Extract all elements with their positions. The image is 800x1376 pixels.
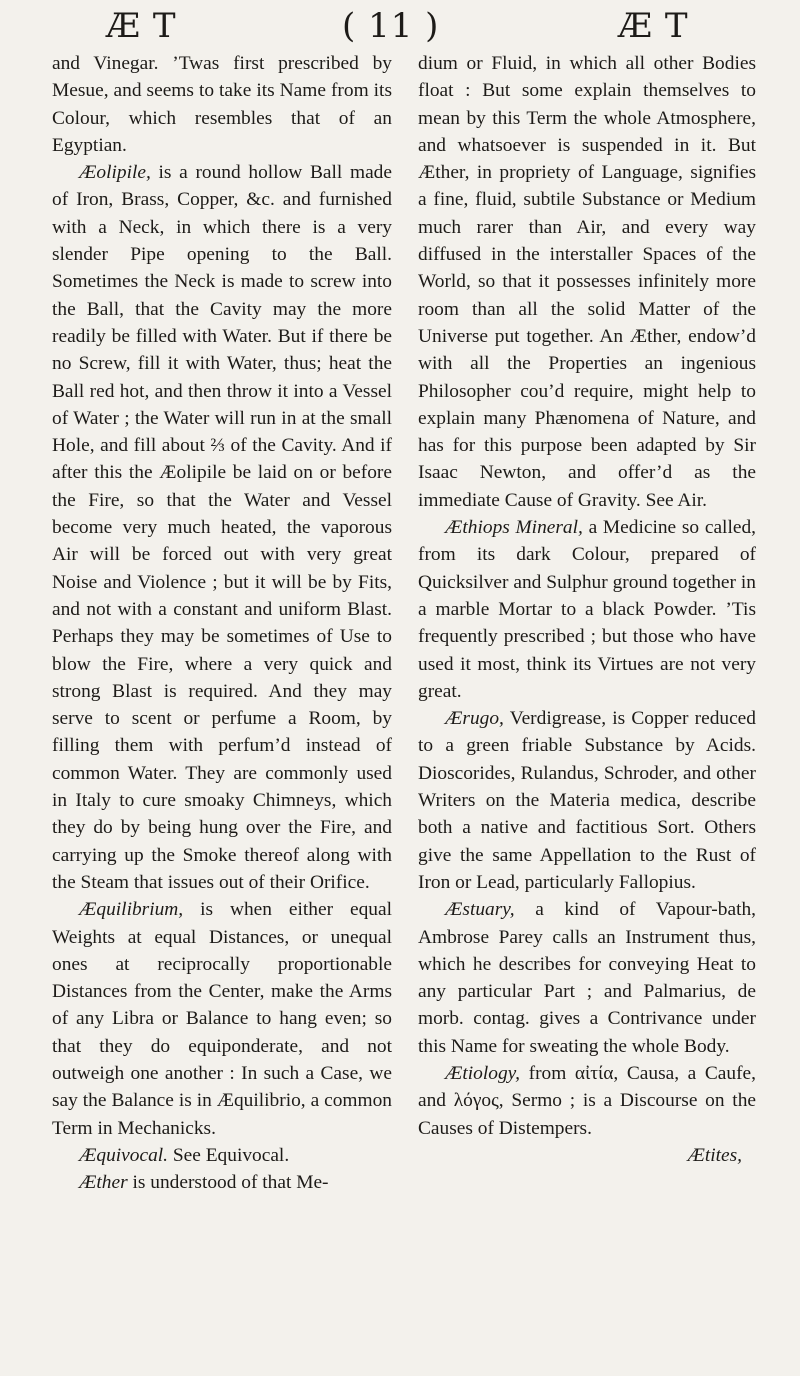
entry-body: See Equivocal. [168, 1144, 290, 1166]
page-number: ( 11 ) [342, 6, 440, 46]
header-left: Æ T [106, 6, 177, 46]
entry-term: Æolipile, [79, 162, 151, 184]
entry-term: Æther [79, 1172, 128, 1194]
entry-term: Æquilibrium, [79, 899, 184, 921]
header-right: Æ T [618, 6, 689, 46]
entry-continuation: dium or Fluid, in which all other Bodies float : But some explain themselves to mean by this Term the whole Atmosphere, and whatsoever is suspended in it. But Æther, in propriety of Language, signifies a fine, fluid, subtile Substance or Medium much rarer than Air, and every way diffused in the interstaller Spaces of the World, so that it possesses infinitely more room than all the solid Matter of the Universe put together. An Æther, endow’d with all the Properties an ingenious Philosopher cou’d require, might help to explain many Phænomena of Nature, and has for this purpose been adapted by Sir Isaac Newton, and offer’d as the immediate Cause of Gravity. See Air. [418, 53, 756, 511]
running-header [40, 6, 780, 50]
entry-aethiops [418, 514, 756, 705]
entry-body: is a round hollow Ball made of Iron, Brass, Copper, &c. and furnished with a Neck, in which there is a very slender Pipe opening to the Ball. Sometimes the Neck is made to screw into the Ball, that the Cavity may the more readily be filled with Water. But if there be no Screw, fill it with Water, thus; heat the Ball red hot, and then throw it into a Vessel of Water ; the Water will run in at the small Hole, and fill about ⅔ of the Cavity. And if after this the Æolipile be laid on or before the Fire, so that the Water and Vessel become very much heated, the vaporous Air will be forced out with very great Noise and Violence ; but it will be by Fits, and not with a constant and uniform Blast. Perhaps they may be sometimes of Use to blow the Fire, where a very quick and strong Blast is required. And they may serve to scent or perfume a Room, by filling them with perfum’d instead of common Water. They are commonly used in Italy to cure smoaky Chimneys, which they do by being hung over the Fire, and carrying up the Smoke thereof along with the Steam that issues out of their Orifice. [52, 162, 392, 893]
entry-aerugo [418, 705, 756, 896]
entry-term: Æstuary, [445, 899, 515, 921]
catchword: Ætites, [687, 1144, 742, 1166]
right-column [418, 50, 756, 1169]
entry-aestuary [418, 896, 756, 1060]
entry-term: Ætiology, [445, 1062, 521, 1084]
entry-body: a Medicine so called, from its dark Colour, prepared of Quicksilver and Sulphur ground together in a marble Mortar to a black Powder. ’Tis frequently prescribed ; but those who have used it most, think its Virtues are not very great. [418, 517, 756, 702]
entry-body: from αἰτία, Causa, a Caufe, and λόγος, Sermo ; is a Discourse on the Causes of Distempers. [418, 1062, 756, 1139]
entry-body: Verdigrease, is Copper reduced to a green friable Substance by Acids. Dioscorides, Rulandus, Schroder, and other Writers on the Materia medica, describe both a native and factitious Sort. Others give the same Appellation to the Rust of Iron or Lead, particularly Fallopius. [418, 708, 756, 893]
left-column [52, 50, 392, 1196]
entry-continuation: and Vinegar. ’Twas first prescribed by Mesue, and seems to take its Name from its Colour, which resembles that of an Egyptian. [52, 53, 392, 156]
entry-term: Æquivocal. [79, 1144, 169, 1166]
entry-term: Æthiops Mineral, [445, 517, 583, 539]
entry-body: is understood of that Me- [127, 1172, 329, 1194]
entry-aeolipile [52, 159, 392, 896]
entry-body: is when either equal Weights at equal Distances, or unequal ones at reciprocally proportionable Distances from the Center, make the Arms of any Libra or Balance to hang even; so that they do equiponderate, and not outweigh one another : In such a Case, we say the Balance is in Æquilibrio, a common Term in Mechanicks. [52, 899, 392, 1139]
entry-aequivocal [52, 1142, 392, 1169]
entry-term: Ærugo, [445, 708, 504, 730]
entry-aetiology [418, 1060, 756, 1142]
entry-aether [52, 1169, 392, 1196]
entry-aequilibrium [52, 896, 392, 1142]
entry-body: a kind of Vapour-bath, Ambrose Parey calls an Instrument thus, which he describes for conveying Heat to any particular Part ; and Palmarius, de morb. contag. gives a Contrivance under this Name for sweating the whole Body. [418, 899, 756, 1057]
